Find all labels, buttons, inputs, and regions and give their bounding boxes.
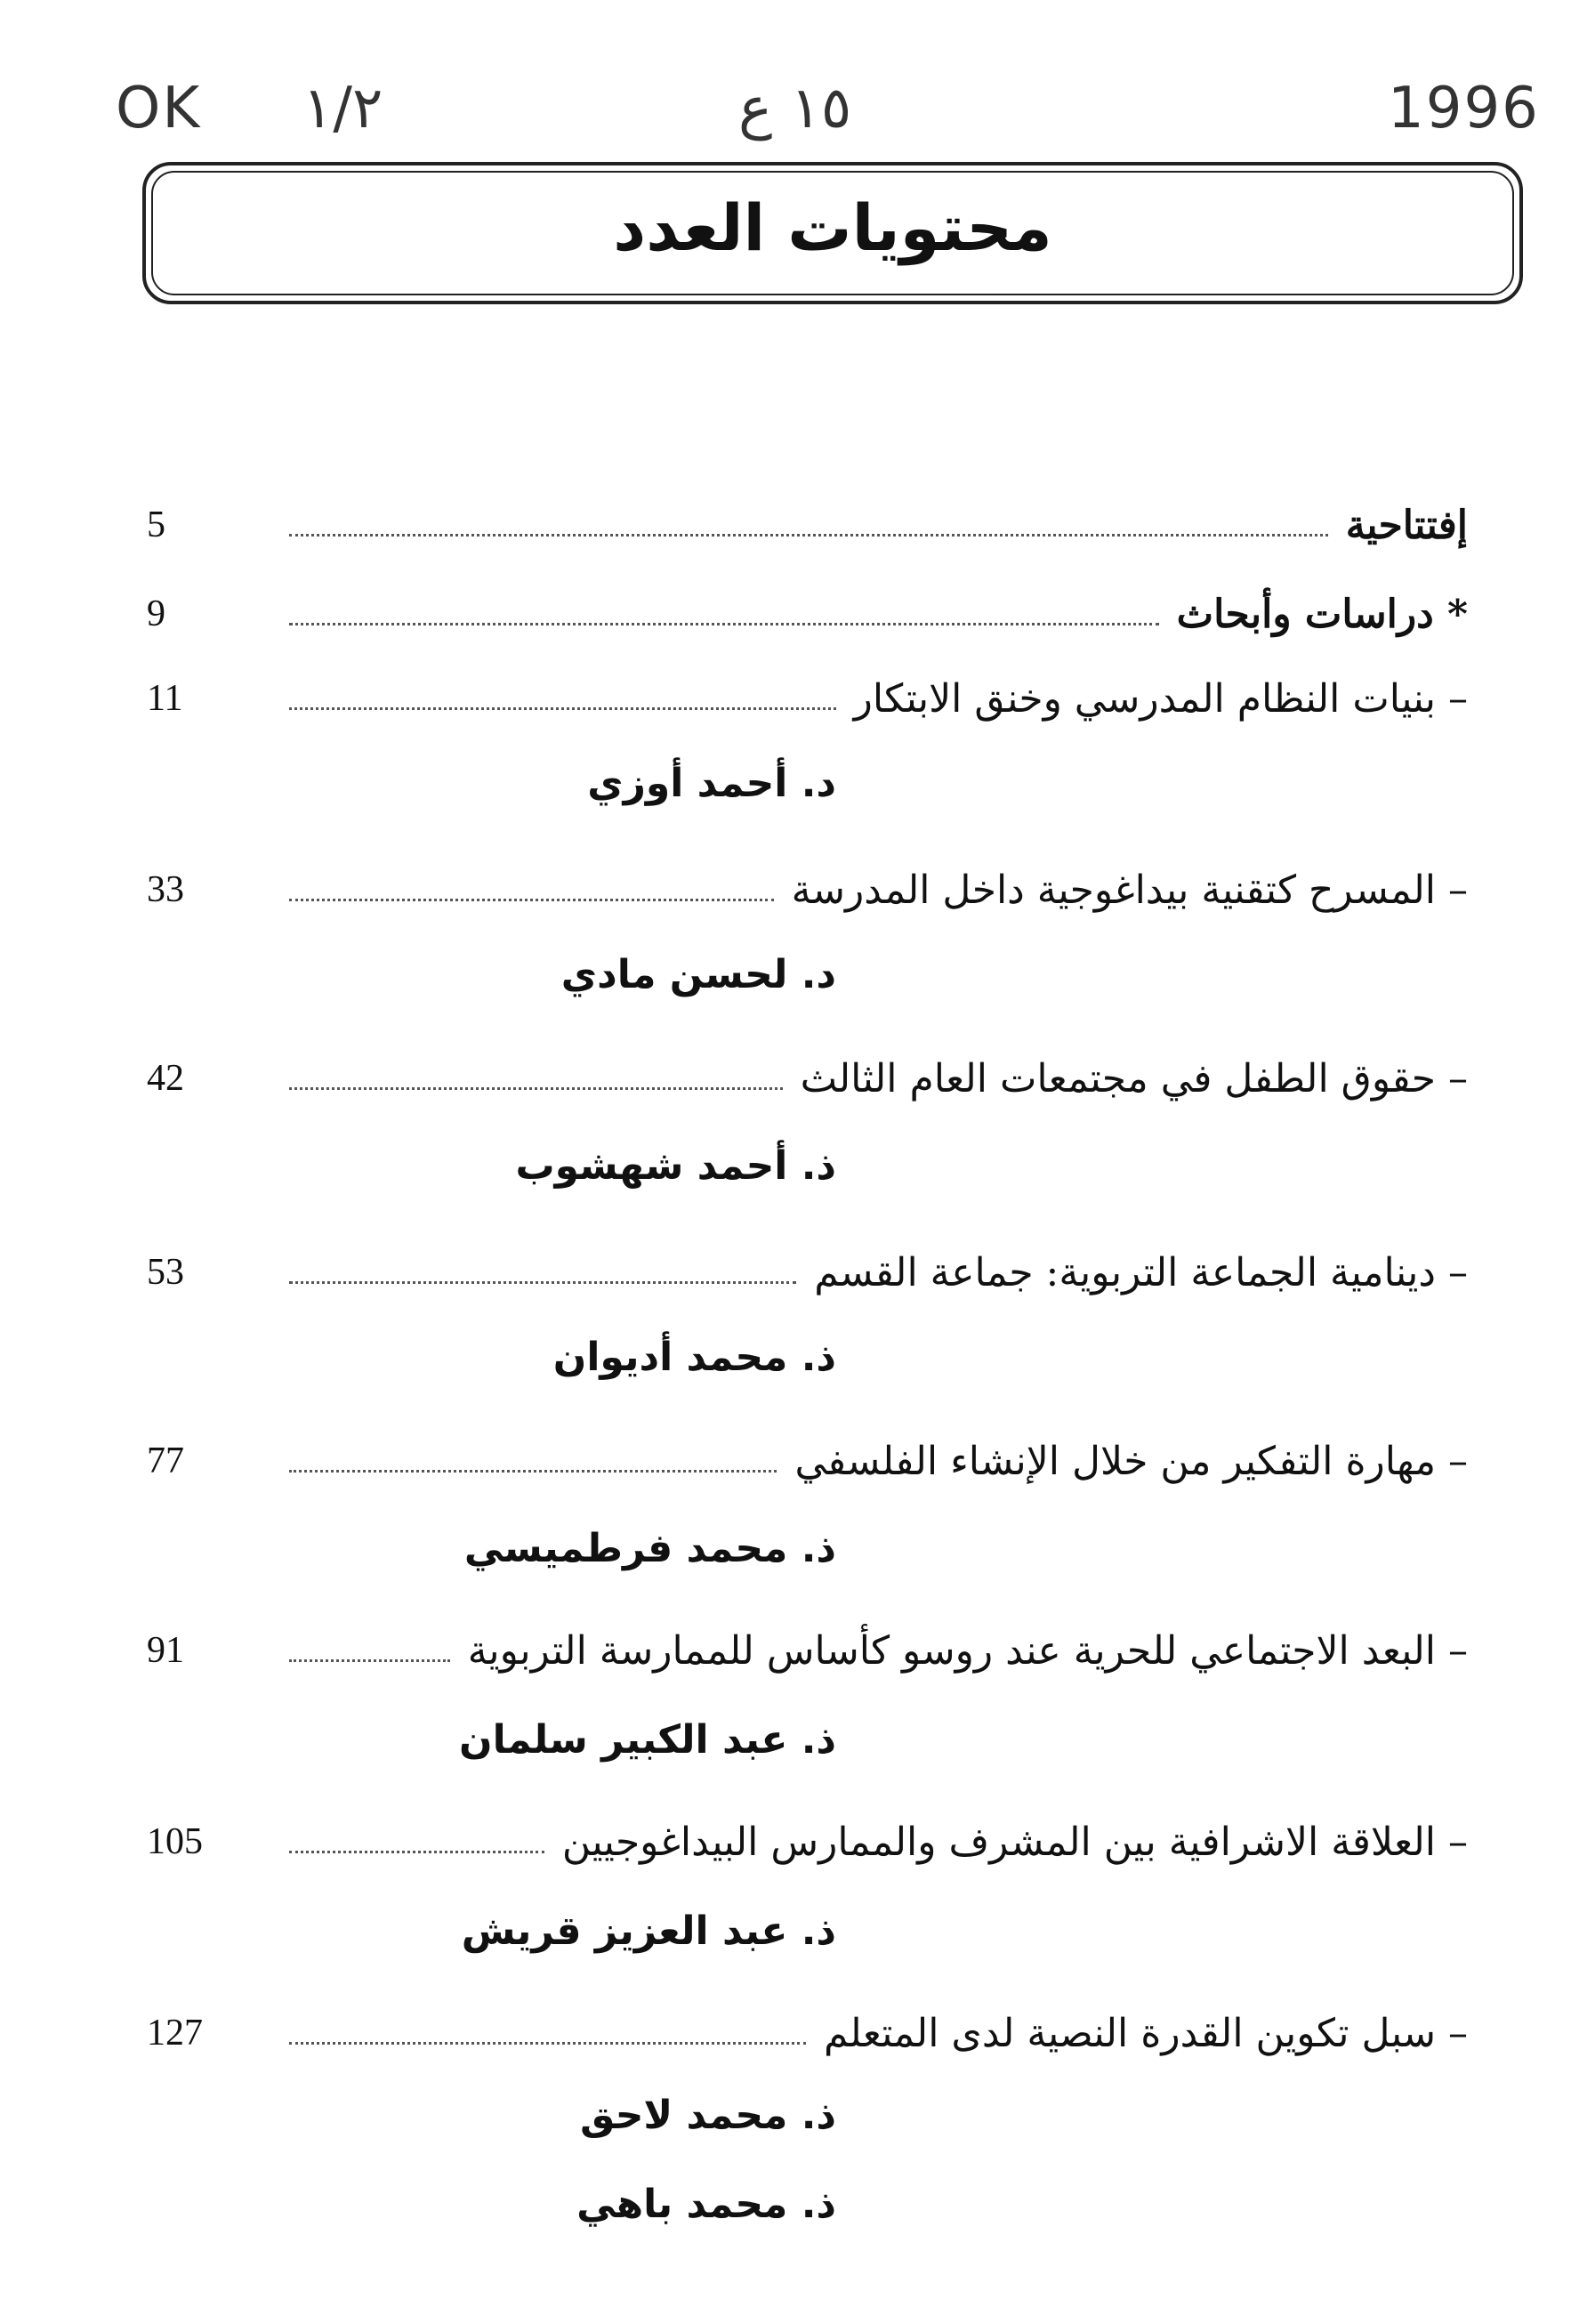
leader-dots [289,899,774,901]
toc-entry-label: – العلاقة الاشرافية بين المشرف والممارس البيداغوجيين [561,1819,1468,1865]
handwritten-year: 1996 [1388,76,1540,141]
toc-author: ذ. محمد أديوان [552,1335,836,1380]
toc-entry-label: – حقوق الطفل في مجتمعات العام الثالث [800,1055,1468,1101]
toc-entry-label: – المسرح كتقنية بيداغوجية داخل المدرسة [791,867,1468,913]
toc-entry[interactable] [147,854,1468,925]
toc-entry[interactable] [147,663,1468,734]
toc-entry-editorial[interactable] [147,489,1468,561]
toc-entry-label: – مهارة التفكير من خلال الإنشاء الفلسفي [794,1438,1468,1484]
leader-dots [289,707,836,710]
toc-entry-label: – بنيات النظام المدرسي وخنق الابتكار [853,675,1468,722]
toc-entry-label: * دراسات وأبحاث [1176,591,1468,637]
toc-author: ذ. عبد الكبير سلمان [459,1717,836,1763]
toc-entry-page: 53 [147,1252,184,1293]
leader-dots [289,623,1159,625]
handwritten-fraction: ١/٢ [302,76,383,141]
toc-entry-page: 11 [147,678,183,719]
leader-dots [289,534,1328,537]
toc-entry-label: – سبل تكوين القدرة النصية لدى المتعلم [824,2010,1468,2056]
toc-author: ذ. عبد العزيز قريش [461,1908,836,1954]
toc-entry[interactable] [147,1425,1468,1497]
toc-author: ذ. محمد لاحق [580,2093,836,2138]
toc-entry-page: 127 [147,2013,203,2054]
toc-entry[interactable] [147,1806,1468,1877]
toc-entry-page: 5 [147,504,165,545]
leader-dots [289,1087,783,1090]
toc-author: د. لحسن مادي [560,952,836,997]
toc-author: ذ. محمد باهي [576,2182,836,2227]
handwritten-issue: ١٥ ع [738,76,852,141]
page-title: محتويات العدد [613,190,1052,265]
leader-dots [289,1281,796,1284]
toc-entry-label: – البعد الاجتماعي للحرية عند روسو كأساس للممارسة التربوية [467,1627,1468,1674]
handwritten-ok: OK [116,76,202,141]
toc-author: ذ. أحمد شهشوب [515,1143,836,1189]
toc-entry-label: – دينامية الجماعة التربوية: جماعة القسم [814,1249,1468,1295]
toc-author: د. أحمد أوزي [587,761,836,806]
toc-entry[interactable] [147,1043,1468,1114]
toc-entry-page: 105 [147,1821,203,1862]
toc-section-studies[interactable] [147,578,1468,650]
toc-entry-page: 42 [147,1058,184,1099]
toc-entry-page: 9 [147,593,165,634]
toc-author: ذ. محمد فرطميسي [463,1526,836,1571]
toc-entry-page: 91 [147,1630,184,1671]
leader-dots [289,1470,777,1473]
leader-dots [289,1851,544,1853]
toc-entry-label: إفتتاحية [1345,502,1468,548]
toc-entry-page: 33 [147,869,184,910]
toc-entry[interactable] [147,1997,1468,2069]
toc-entry-page: 77 [147,1440,184,1481]
leader-dots [289,2042,806,2045]
leader-dots [289,1659,450,1662]
toc-entry[interactable] [147,1615,1468,1686]
title-frame [142,162,1523,304]
toc-entry[interactable] [147,1237,1468,1308]
